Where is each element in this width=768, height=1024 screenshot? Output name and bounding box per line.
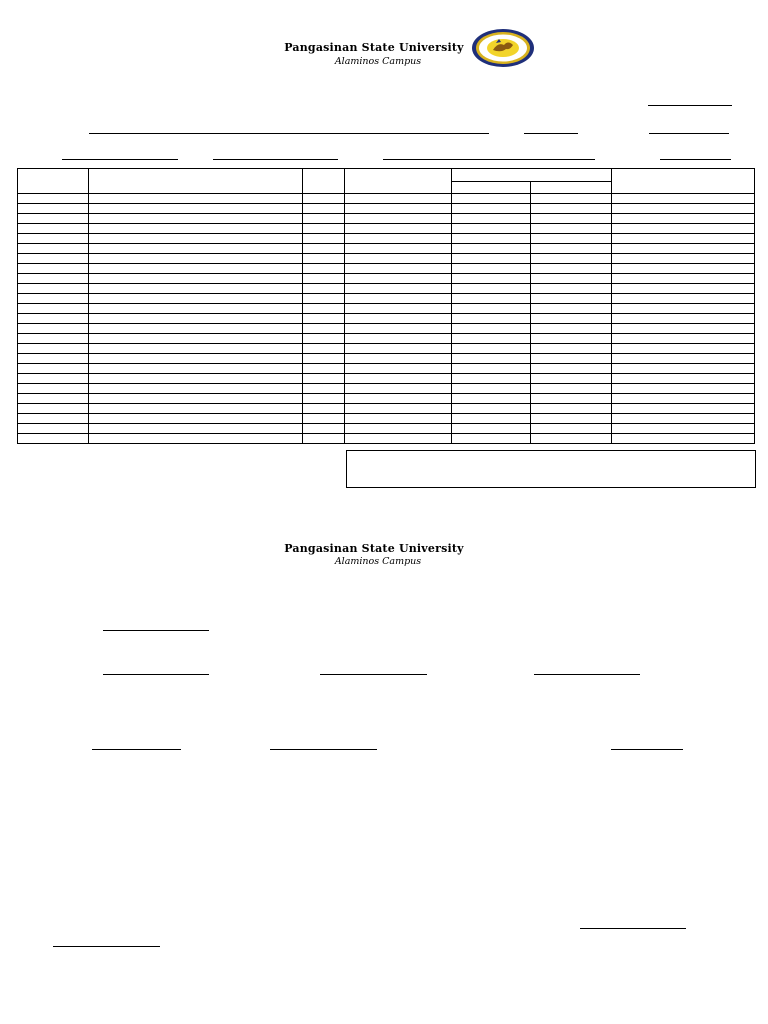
table-row[interactable]	[18, 194, 755, 204]
table-row[interactable]	[18, 414, 755, 424]
bottom-field-4-line[interactable]	[534, 674, 640, 675]
name-line[interactable]	[89, 133, 489, 134]
bottom-field-2-line[interactable]	[103, 674, 209, 675]
table-row[interactable]	[18, 364, 755, 374]
table-row[interactable]	[18, 394, 755, 404]
table-row[interactable]	[18, 424, 755, 434]
table-row[interactable]	[18, 254, 755, 264]
campus-name-bottom: Alaminos Campus	[334, 556, 422, 567]
entries-table	[17, 168, 755, 444]
table-row[interactable]	[18, 434, 755, 444]
table-row[interactable]	[18, 274, 755, 284]
table-row[interactable]	[18, 244, 755, 254]
table-row[interactable]	[18, 344, 755, 354]
table-row[interactable]	[18, 384, 755, 394]
campus-name-top: Alaminos Campus	[334, 56, 422, 67]
bottom-field-5-line[interactable]	[92, 749, 181, 750]
table-row[interactable]	[18, 234, 755, 244]
field-right-line[interactable]	[649, 133, 729, 134]
field-short-line[interactable]	[524, 133, 578, 134]
table-row[interactable]	[18, 404, 755, 414]
field-c-line[interactable]	[383, 159, 595, 160]
table-row[interactable]	[18, 294, 755, 304]
table-row[interactable]	[18, 224, 755, 234]
university-name-top: Pangasinan State University	[284, 41, 464, 54]
bottom-field-3-line[interactable]	[320, 674, 427, 675]
table-row[interactable]	[18, 324, 755, 334]
bottom-field-1-line[interactable]	[103, 630, 209, 631]
bottom-field-7-line[interactable]	[611, 749, 683, 750]
table-row[interactable]	[18, 264, 755, 274]
table-row[interactable]	[18, 304, 755, 314]
signature-left-line[interactable]	[53, 946, 160, 947]
table-row[interactable]	[18, 284, 755, 294]
field-d-line[interactable]	[660, 159, 731, 160]
table-header-row	[18, 169, 755, 182]
table-row[interactable]	[18, 374, 755, 384]
date-line[interactable]	[648, 105, 732, 106]
university-name-bottom: Pangasinan State University	[284, 542, 464, 555]
table-row[interactable]	[18, 354, 755, 364]
signature-right-line[interactable]	[580, 928, 686, 929]
field-a-line[interactable]	[62, 159, 178, 160]
university-seal-icon	[471, 28, 535, 68]
field-b-line[interactable]	[213, 159, 338, 160]
remarks-box[interactable]	[346, 450, 756, 488]
table-row[interactable]	[18, 314, 755, 324]
bottom-field-6-line[interactable]	[270, 749, 377, 750]
table-row[interactable]	[18, 214, 755, 224]
table-row[interactable]	[18, 334, 755, 344]
table-row[interactable]	[18, 204, 755, 214]
